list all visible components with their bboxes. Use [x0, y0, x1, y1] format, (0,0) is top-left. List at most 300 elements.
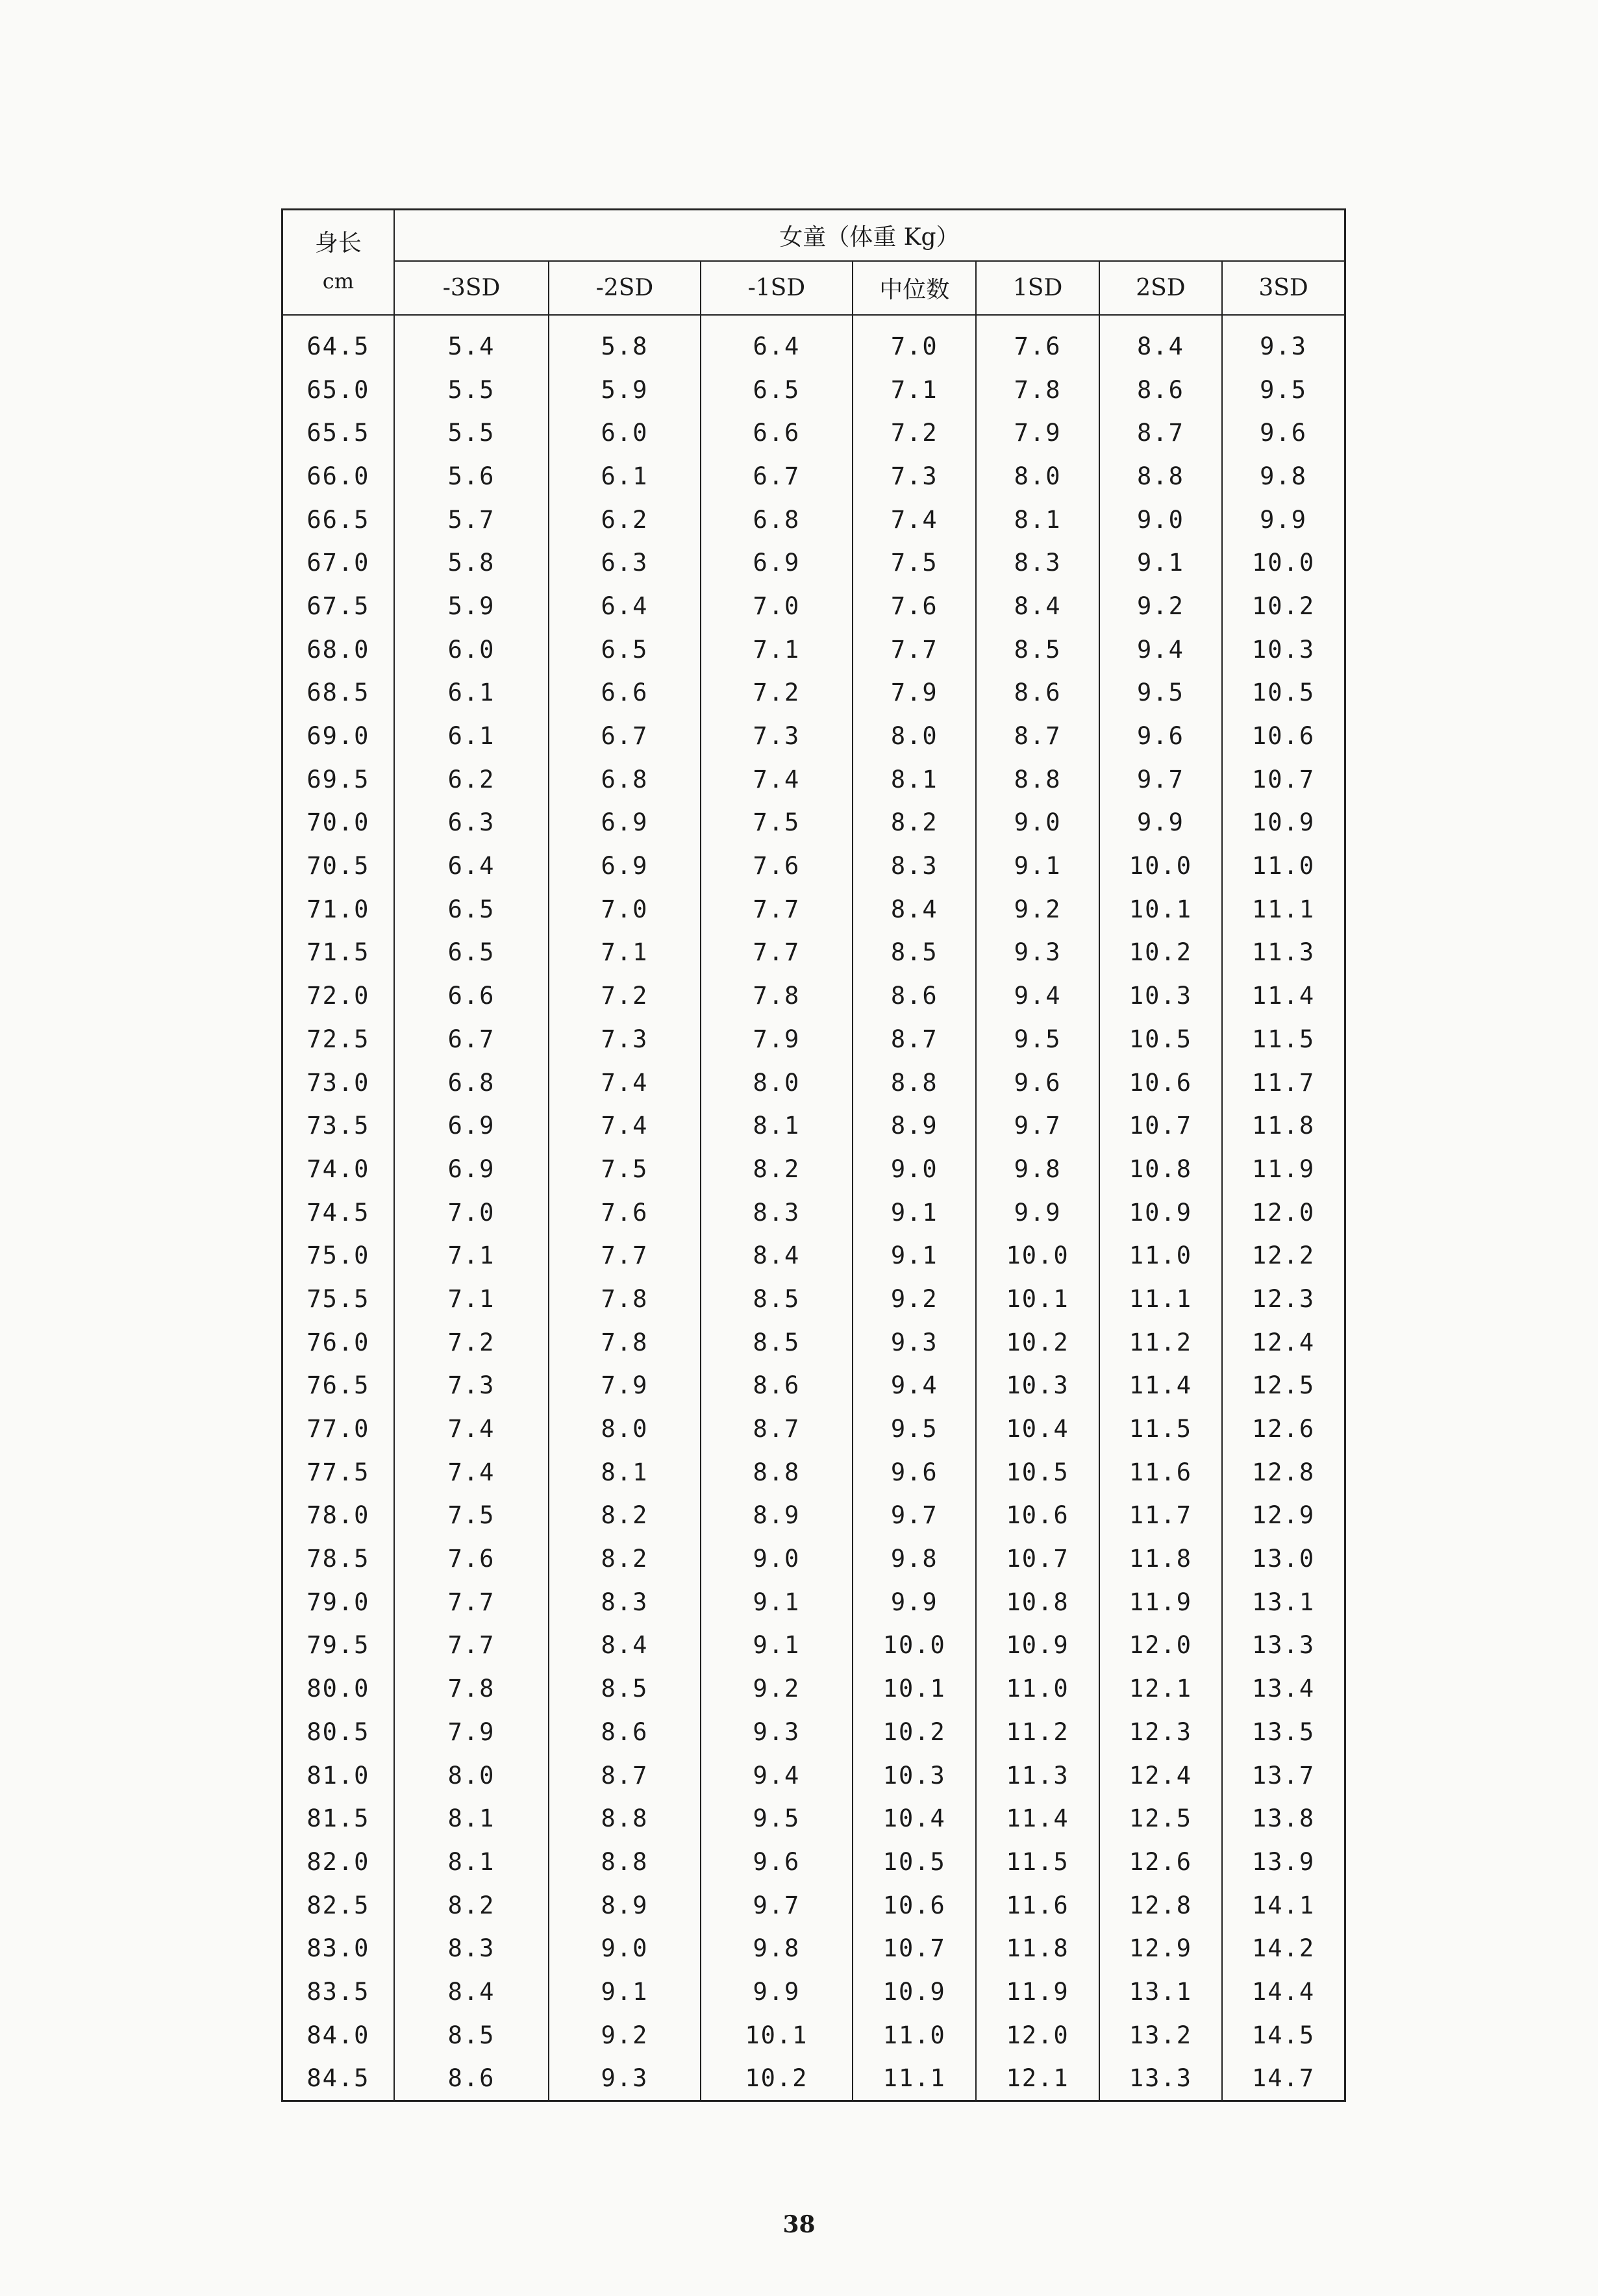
weight-cell: 10.4: [976, 1407, 1099, 1451]
weight-cell: 11.5: [1099, 1407, 1222, 1451]
length-cell: 75.0: [282, 1234, 394, 1277]
weight-cell: 7.7: [394, 1580, 549, 1624]
table-row: [282, 1321, 1345, 1364]
weight-cell: 6.0: [549, 411, 700, 455]
table-row: [282, 1537, 1345, 1580]
weight-cell: 10.2: [853, 1710, 976, 1754]
weight-cell: 13.7: [1222, 1754, 1345, 1797]
weight-cell: 9.2: [853, 1277, 976, 1321]
weight-cell: 8.7: [976, 714, 1099, 758]
weight-cell: 13.2: [1099, 2014, 1222, 2057]
length-column-header: [282, 210, 394, 316]
weight-cell: 9.5: [853, 1407, 976, 1451]
weight-cell: 8.4: [853, 888, 976, 931]
weight-cell: 9.2: [1099, 584, 1222, 628]
weight-cell: 7.2: [701, 671, 853, 715]
weight-cell: 8.4: [549, 1624, 700, 1667]
weight-cell: 7.0: [853, 315, 976, 368]
length-cell: 78.0: [282, 1494, 394, 1538]
weight-cell: 9.1: [1099, 541, 1222, 584]
table-row: [282, 315, 1345, 368]
weight-cell: 7.0: [549, 888, 700, 931]
length-cell: 76.0: [282, 1321, 394, 1364]
length-cell: 77.0: [282, 1407, 394, 1451]
weight-cell: 8.6: [1099, 368, 1222, 412]
weight-cell: 9.1: [701, 1624, 853, 1667]
weight-cell: 10.0: [1099, 844, 1222, 888]
weight-cell: 11.9: [1222, 1147, 1345, 1191]
weight-cell: 10.7: [1099, 1104, 1222, 1147]
table-body: [282, 315, 1345, 2101]
weight-cell: 9.1: [701, 1580, 853, 1624]
weight-cell: 10.6: [976, 1494, 1099, 1538]
length-cell: 75.5: [282, 1277, 394, 1321]
length-cell: 66.0: [282, 455, 394, 498]
length-cell: 80.0: [282, 1667, 394, 1710]
weight-cell: 8.1: [394, 1797, 549, 1840]
table-row: [282, 1191, 1345, 1234]
weight-cell: 7.7: [701, 931, 853, 975]
weight-cell: 8.4: [701, 1234, 853, 1277]
weight-cell: 7.1: [394, 1277, 549, 1321]
weight-cell: 12.0: [1099, 1624, 1222, 1667]
table-row: [282, 2014, 1345, 2057]
table-row: [282, 671, 1345, 715]
length-cell: 68.5: [282, 671, 394, 715]
weight-cell: 8.3: [853, 844, 976, 888]
weight-cell: 14.2: [1222, 1927, 1345, 1970]
table-row: [282, 541, 1345, 584]
length-cell: 73.5: [282, 1104, 394, 1147]
weight-cell: 8.5: [394, 2014, 549, 2057]
table-row: [282, 1884, 1345, 1927]
table-row: [282, 1797, 1345, 1840]
weight-cell: 7.3: [549, 1017, 700, 1061]
weight-cell: 14.5: [1222, 2014, 1345, 2057]
weight-cell: 11.2: [976, 1710, 1099, 1754]
weight-cell: 10.2: [976, 1321, 1099, 1364]
weight-cell: 6.1: [394, 714, 549, 758]
weight-cell: 6.4: [701, 315, 853, 368]
length-unit: cm: [322, 269, 355, 293]
weight-cell: 8.1: [976, 498, 1099, 542]
table-row: [282, 628, 1345, 671]
weight-cell: 11.4: [976, 1797, 1099, 1840]
weight-cell: 8.3: [549, 1580, 700, 1624]
weight-cell: 8.8: [549, 1840, 700, 1884]
weight-cell: 11.0: [976, 1667, 1099, 1710]
weight-cell: 14.1: [1222, 1884, 1345, 1927]
table-row: [282, 2057, 1345, 2101]
table-row: [282, 455, 1345, 498]
weight-cell: 9.9: [853, 1580, 976, 1624]
weight-cell: 7.8: [394, 1667, 549, 1710]
weight-cell: 12.4: [1099, 1754, 1222, 1797]
weight-cell: 6.1: [549, 455, 700, 498]
weight-cell: 6.2: [394, 758, 549, 801]
table-row: [282, 1407, 1345, 1451]
weight-cell: 6.8: [549, 758, 700, 801]
weight-cell: 7.4: [394, 1407, 549, 1451]
table-row: [282, 1061, 1345, 1104]
weight-cell: 9.7: [1099, 758, 1222, 801]
weight-cell: 11.0: [853, 2014, 976, 2057]
weight-cell: 11.5: [1222, 1017, 1345, 1061]
weight-for-length-table: [281, 208, 1346, 2102]
table-row: [282, 1970, 1345, 2014]
weight-cell: 7.1: [549, 931, 700, 975]
weight-cell: 9.5: [976, 1017, 1099, 1061]
weight-cell: 7.4: [549, 1104, 700, 1147]
weight-cell: 9.0: [1099, 498, 1222, 542]
weight-cell: 8.0: [701, 1061, 853, 1104]
length-cell: 84.5: [282, 2057, 394, 2101]
length-cell: 79.5: [282, 1624, 394, 1667]
weight-cell: 7.4: [549, 1061, 700, 1104]
weight-cell: 9.3: [853, 1321, 976, 1364]
length-cell: 82.5: [282, 1884, 394, 1927]
weight-cell: 5.7: [394, 498, 549, 542]
weight-cell: 9.7: [853, 1494, 976, 1538]
length-cell: 81.0: [282, 1754, 394, 1797]
weight-cell: 8.5: [853, 931, 976, 975]
weight-cell: 7.7: [394, 1624, 549, 1667]
weight-cell: 6.5: [549, 628, 700, 671]
weight-cell: 10.7: [853, 1927, 976, 1970]
weight-cell: 10.2: [701, 2057, 853, 2101]
length-cell: 69.5: [282, 758, 394, 801]
weight-cell: 8.1: [701, 1104, 853, 1147]
weight-cell: 9.6: [1099, 714, 1222, 758]
length-cell: 83.5: [282, 1970, 394, 2014]
weight-cell: 9.4: [853, 1364, 976, 1408]
weight-cell: 9.6: [701, 1840, 853, 1884]
weight-cell: 13.1: [1099, 1970, 1222, 2014]
weight-cell: 10.3: [853, 1754, 976, 1797]
length-cell: 68.0: [282, 628, 394, 671]
weight-cell: 8.8: [853, 1061, 976, 1104]
weight-cell: 10.1: [976, 1277, 1099, 1321]
weight-cell: 8.6: [853, 974, 976, 1017]
weight-cell: 10.4: [853, 1797, 976, 1840]
weight-cell: 6.7: [701, 455, 853, 498]
weight-cell: 8.7: [853, 1017, 976, 1061]
weight-cell: 7.1: [394, 1234, 549, 1277]
weight-cell: 8.9: [549, 1884, 700, 1927]
table-row: [282, 1364, 1345, 1408]
weight-cell: 11.1: [1099, 1277, 1222, 1321]
weight-cell: 11.8: [1099, 1537, 1222, 1580]
weight-cell: 9.5: [1099, 671, 1222, 715]
length-cell: 65.5: [282, 411, 394, 455]
weight-cell: 12.2: [1222, 1234, 1345, 1277]
weight-cell: 9.4: [701, 1754, 853, 1797]
weight-cell: 9.1: [549, 1970, 700, 2014]
weight-cell: 14.4: [1222, 1970, 1345, 2014]
weight-cell: 11.6: [976, 1884, 1099, 1927]
weight-cell: 9.3: [976, 931, 1099, 975]
weight-cell: 10.2: [1099, 931, 1222, 975]
length-cell: 80.5: [282, 1710, 394, 1754]
weight-cell: 10.6: [853, 1884, 976, 1927]
weight-cell: 5.9: [549, 368, 700, 412]
table-row: [282, 931, 1345, 975]
weight-cell: 6.7: [549, 714, 700, 758]
weight-cell: 8.1: [853, 758, 976, 801]
table-row: [282, 498, 1345, 542]
weight-cell: 8.6: [701, 1364, 853, 1408]
weight-cell: 7.4: [701, 758, 853, 801]
weight-cell: 8.2: [549, 1494, 700, 1538]
weight-cell: 8.5: [549, 1667, 700, 1710]
weight-cell: 9.7: [976, 1104, 1099, 1147]
weight-cell: 12.3: [1222, 1277, 1345, 1321]
weight-cell: 10.3: [1099, 974, 1222, 1017]
weight-cell: 13.3: [1099, 2057, 1222, 2101]
weight-cell: 10.9: [1222, 801, 1345, 845]
weight-cell: 9.9: [1222, 498, 1345, 542]
length-cell: 83.0: [282, 1927, 394, 1970]
weight-cell: 9.7: [701, 1884, 853, 1927]
weight-cell: 6.6: [549, 671, 700, 715]
weight-cell: 12.5: [1222, 1364, 1345, 1408]
weight-cell: 6.9: [394, 1147, 549, 1191]
weight-cell: 6.2: [549, 498, 700, 542]
weight-cell: 6.6: [394, 974, 549, 1017]
weight-cell: 10.3: [1222, 628, 1345, 671]
weight-cell: 8.9: [701, 1494, 853, 1538]
weight-cell: 13.4: [1222, 1667, 1345, 1710]
weight-cell: 10.7: [976, 1537, 1099, 1580]
weight-cell: 8.4: [1099, 315, 1222, 368]
weight-cell: 10.0: [976, 1234, 1099, 1277]
weight-cell: 6.8: [701, 498, 853, 542]
weight-cell: 8.9: [853, 1104, 976, 1147]
weight-cell: 8.5: [701, 1321, 853, 1364]
table-row: [282, 1710, 1345, 1754]
weight-cell: 10.8: [976, 1580, 1099, 1624]
table-row: [282, 1451, 1345, 1494]
weight-cell: 7.6: [976, 315, 1099, 368]
table-row: [282, 1754, 1345, 1797]
weight-cell: 13.0: [1222, 1537, 1345, 1580]
weight-cell: 9.4: [1099, 628, 1222, 671]
weight-cell: 6.9: [701, 541, 853, 584]
weight-cell: 7.6: [549, 1191, 700, 1234]
weight-cell: 7.9: [853, 671, 976, 715]
weight-cell: 8.0: [976, 455, 1099, 498]
weight-cell: 8.2: [701, 1147, 853, 1191]
weight-cell: 10.5: [1099, 1017, 1222, 1061]
weight-cell: 7.7: [701, 888, 853, 931]
weight-cell: 8.8: [1099, 455, 1222, 498]
weight-cell: 10.8: [1099, 1147, 1222, 1191]
length-cell: 65.0: [282, 368, 394, 412]
length-cell: 66.5: [282, 498, 394, 542]
weight-cell: 9.1: [853, 1191, 976, 1234]
weight-cell: 11.0: [1099, 1234, 1222, 1277]
weight-cell: 5.5: [394, 411, 549, 455]
weight-cell: 10.0: [1222, 541, 1345, 584]
weight-cell: 12.9: [1099, 1927, 1222, 1970]
length-cell: 64.5: [282, 315, 394, 368]
weight-cell: 9.6: [976, 1061, 1099, 1104]
weight-cell: 11.7: [1099, 1494, 1222, 1538]
weight-cell: 8.1: [394, 1840, 549, 1884]
length-cell: 70.0: [282, 801, 394, 845]
weight-cell: 9.2: [976, 888, 1099, 931]
length-cell: 71.0: [282, 888, 394, 931]
weight-cell: 6.3: [394, 801, 549, 845]
table-row: [282, 758, 1345, 801]
table-row: [282, 888, 1345, 931]
table-row: [282, 714, 1345, 758]
table-row: [282, 1234, 1345, 1277]
table-row: [282, 1277, 1345, 1321]
weight-cell: 6.3: [549, 541, 700, 584]
table-row: [282, 801, 1345, 845]
weight-cell: 9.5: [701, 1797, 853, 1840]
weight-cell: 9.8: [976, 1147, 1099, 1191]
weight-cell: 7.6: [394, 1537, 549, 1580]
column-header: 2SD: [1099, 261, 1222, 315]
weight-cell: 10.1: [1099, 888, 1222, 931]
column-header: 3SD: [1222, 261, 1345, 315]
column-header: 1SD: [976, 261, 1099, 315]
weight-cell: 7.5: [394, 1494, 549, 1538]
weight-cell: 9.9: [1099, 801, 1222, 845]
weight-cell: 10.5: [1222, 671, 1345, 715]
weight-cell: 11.8: [1222, 1104, 1345, 1147]
weight-cell: 9.2: [549, 2014, 700, 2057]
weight-cell: 7.8: [549, 1321, 700, 1364]
weight-cell: 12.3: [1099, 1710, 1222, 1754]
weight-cell: 8.0: [853, 714, 976, 758]
weight-cell: 9.5: [1222, 368, 1345, 412]
weight-cell: 9.8: [701, 1927, 853, 1970]
weight-cell: 11.1: [853, 2057, 976, 2101]
weight-cell: 12.1: [976, 2057, 1099, 2101]
weight-cell: 8.0: [394, 1754, 549, 1797]
weight-cell: 8.7: [701, 1407, 853, 1451]
weight-cell: 9.0: [701, 1537, 853, 1580]
weight-cell: 10.3: [976, 1364, 1099, 1408]
weight-cell: 8.2: [394, 1884, 549, 1927]
weight-cell: 7.9: [549, 1364, 700, 1408]
length-cell: 84.0: [282, 2014, 394, 2057]
table-row: [282, 844, 1345, 888]
weight-cell: 8.2: [853, 801, 976, 845]
weight-cell: 12.0: [1222, 1191, 1345, 1234]
weight-cell: 11.1: [1222, 888, 1345, 931]
weight-cell: 11.4: [1222, 974, 1345, 1017]
weight-cell: 13.1: [1222, 1580, 1345, 1624]
weight-cell: 9.0: [976, 801, 1099, 845]
length-cell: 74.0: [282, 1147, 394, 1191]
weight-cell: 7.9: [394, 1710, 549, 1754]
weight-cell: 7.3: [701, 714, 853, 758]
weight-cell: 7.5: [549, 1147, 700, 1191]
weight-cell: 12.1: [1099, 1667, 1222, 1710]
weight-cell: 8.5: [976, 628, 1099, 671]
weight-cell: 9.4: [976, 974, 1099, 1017]
weight-cell: 11.9: [1099, 1580, 1222, 1624]
weight-cell: 8.5: [701, 1277, 853, 1321]
weight-cell: 9.3: [1222, 315, 1345, 368]
length-cell: 79.0: [282, 1580, 394, 1624]
weight-cell: 6.5: [701, 368, 853, 412]
weight-cell: 5.8: [394, 541, 549, 584]
weight-cell: 8.2: [549, 1537, 700, 1580]
weight-cell: 7.0: [701, 584, 853, 628]
weight-cell: 9.2: [701, 1667, 853, 1710]
table-header: [282, 210, 1345, 316]
weight-cell: 9.3: [701, 1710, 853, 1754]
length-cell: 70.5: [282, 844, 394, 888]
weight-cell: 6.7: [394, 1017, 549, 1061]
weight-cell: 7.2: [394, 1321, 549, 1364]
weight-cell: 8.4: [976, 584, 1099, 628]
length-cell: 71.5: [282, 931, 394, 975]
weight-cell: 7.8: [549, 1277, 700, 1321]
weight-cell: 12.0: [976, 2014, 1099, 2057]
weight-cell: 7.4: [853, 498, 976, 542]
weight-cell: 5.8: [549, 315, 700, 368]
weight-cell: 7.1: [853, 368, 976, 412]
length-cell: 77.5: [282, 1451, 394, 1494]
weight-cell: 6.5: [394, 888, 549, 931]
weight-cell: 8.1: [549, 1451, 700, 1494]
weight-cell: 9.1: [853, 1234, 976, 1277]
weight-cell: 7.6: [701, 844, 853, 888]
table-row: [282, 1840, 1345, 1884]
table-row: [282, 1624, 1345, 1667]
weight-cell: 7.2: [853, 411, 976, 455]
weight-cell: 9.8: [1222, 455, 1345, 498]
weight-cell: 7.3: [853, 455, 976, 498]
weight-cell: 6.9: [549, 844, 700, 888]
weight-cell: 8.8: [976, 758, 1099, 801]
weight-cell: 8.7: [549, 1754, 700, 1797]
column-header: -2SD: [549, 261, 700, 315]
weight-cell: 7.9: [701, 1017, 853, 1061]
length-cell: 67.0: [282, 541, 394, 584]
weight-cell: 7.7: [549, 1234, 700, 1277]
table-row: [282, 584, 1345, 628]
weight-cell: 10.9: [1099, 1191, 1222, 1234]
length-cell: 76.5: [282, 1364, 394, 1408]
weight-cell: 10.0: [853, 1624, 976, 1667]
weight-cell: 6.0: [394, 628, 549, 671]
weight-cell: 9.6: [1222, 411, 1345, 455]
weight-cell: 11.0: [1222, 844, 1345, 888]
weight-cell: 6.9: [549, 801, 700, 845]
weight-cell: 10.6: [1099, 1061, 1222, 1104]
weight-cell: 9.9: [701, 1970, 853, 2014]
length-cell: 72.0: [282, 974, 394, 1017]
weight-cell: 12.5: [1099, 1797, 1222, 1840]
weight-cell: 7.2: [549, 974, 700, 1017]
weight-cell: 10.1: [853, 1667, 976, 1710]
weight-cell: 13.3: [1222, 1624, 1345, 1667]
length-cell: 67.5: [282, 584, 394, 628]
weight-cell: 8.3: [701, 1191, 853, 1234]
weight-cell: 7.8: [976, 368, 1099, 412]
table-row: [282, 1494, 1345, 1538]
weight-cell: 8.6: [976, 671, 1099, 715]
weight-cell: 9.3: [549, 2057, 700, 2101]
weight-cell: 7.8: [701, 974, 853, 1017]
